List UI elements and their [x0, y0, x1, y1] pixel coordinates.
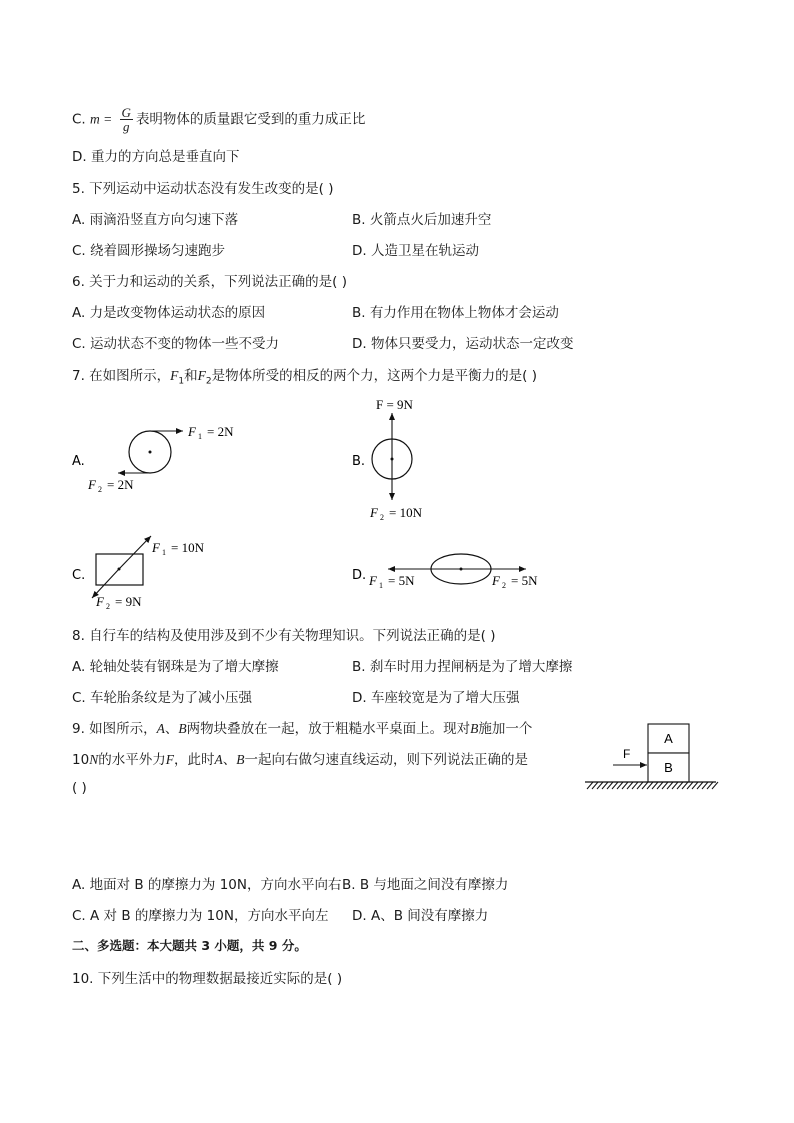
q7-d-f2-symbol: F — [492, 573, 500, 588]
q9-text: 、 — [222, 752, 237, 768]
hatch-stroke — [617, 782, 623, 789]
q7-a-f1-sub: 1 — [198, 432, 202, 441]
hatch-stroke — [602, 782, 608, 789]
q7-a-f2-sub: 2 — [98, 485, 102, 494]
hatch-stroke — [677, 782, 683, 789]
q4-fraction-numerator: G — [121, 105, 131, 120]
q7-figure-d — [368, 554, 538, 590]
q6-stem: 6. 关于力和运动的关系，下列说法正确的是( ) — [72, 274, 347, 290]
q5-stem: 5. 下列运动中运动状态没有发生改变的是( ) — [72, 181, 334, 197]
hatch-stroke — [712, 782, 718, 789]
q8-option-b: B. 刹车时用力捏闸柄是为了增大摩擦 — [352, 659, 573, 675]
section-2-heading — [72, 936, 307, 954]
q9-stem-line3: ( ) — [72, 780, 87, 796]
hatch-stroke — [707, 782, 713, 789]
q7-b-f-value: F = 9N — [376, 397, 413, 412]
q7-c-f1-sub: 1 — [162, 548, 166, 557]
q7-d-f1-sub: 1 — [379, 581, 383, 590]
q7-c-f1-symbol: F — [152, 540, 160, 555]
q9-text: 、 — [164, 721, 179, 737]
q7-figure-c — [92, 536, 205, 611]
hatch-stroke — [687, 782, 693, 789]
q7-d-f1-symbol: F — [369, 573, 377, 588]
hatch-stroke — [692, 782, 698, 789]
q8-option-a: A. 轮轴处装有钢珠是为了增大摩擦 — [72, 659, 279, 675]
q9-option-d: D. A、B 间没有摩擦力 — [352, 908, 489, 924]
q4-option-c-letter: C. — [72, 111, 91, 128]
q10-stem: 10. 下列生活中的物理数据最接近实际的是( ) — [72, 971, 343, 987]
q4-formula-lhs: m = — [90, 111, 113, 127]
q9-var-f: F — [165, 752, 174, 767]
q9-text: 一起向右做匀速直线运动，则下列说法正确的是 — [244, 752, 528, 768]
section-text: 小题，共 — [210, 938, 269, 953]
hatch-stroke — [587, 782, 593, 789]
q7-d-f1-value: = 5N — [388, 573, 415, 588]
hatch-stroke — [652, 782, 658, 789]
q7-figures — [0, 392, 794, 622]
section-text: 二、多选题：本大题共 — [72, 938, 202, 953]
q7-a-f1-symbol: F — [188, 424, 196, 439]
q8-option-d: D. 车座较宽是为了增大压强 — [352, 690, 520, 706]
q9-unit-n: N — [89, 752, 99, 767]
q4-formula-fraction — [120, 106, 133, 133]
q7-c-f2-sub: 2 — [106, 602, 110, 611]
q7-stem — [72, 364, 537, 387]
q7-b-f2-value: = 10N — [389, 505, 422, 520]
q5-option-c: C. 绕着圆形操场匀速跑步 — [72, 243, 226, 259]
hatch-stroke — [682, 782, 688, 789]
q6-option-a: A. 力是改变物体运动状态的原因 — [72, 305, 266, 321]
q7-a-f1-value: = 2N — [207, 424, 234, 439]
q9-var-b: B — [470, 721, 479, 736]
q7-stem-f2: F — [197, 368, 206, 383]
block-b-label: B — [664, 760, 673, 775]
q5-option-a: A. 雨滴沿竖直方向匀速下落 — [72, 212, 239, 228]
hatch-stroke — [627, 782, 633, 789]
q9-var-a: A — [156, 721, 165, 736]
q9-option-c: C. A 对 B 的摩擦力为 10N，方向水平向左 — [72, 908, 329, 924]
q7-b-f2-sub: 2 — [380, 513, 384, 522]
q8-option-c: C. 车轮胎条纹是为了减小压强 — [72, 690, 253, 706]
q7-d-f2-value: = 5N — [511, 573, 538, 588]
q8-stem: 8. 自行车的结构及使用涉及到不少有关物理知识。下列说法正确的是( ) — [72, 628, 496, 644]
q9-option-a: A. 地面对 B 的摩擦力为 10N，方向水平向右 — [72, 877, 342, 893]
q7-option-c-label: C. — [72, 568, 86, 583]
q5-option-d: D. 人造卫星在轨运动 — [352, 243, 479, 259]
hatch-stroke — [612, 782, 618, 789]
q7-a-f2-symbol: F — [88, 477, 96, 492]
q7-d-f2-sub: 2 — [502, 581, 506, 590]
hatch-stroke — [657, 782, 663, 789]
force-label: F — [623, 747, 631, 761]
q9-stem-line1 — [72, 717, 532, 737]
q9-text: 10 — [72, 752, 90, 768]
q9-stem-line2 — [72, 748, 528, 768]
q7-stem-mid: 和 — [184, 368, 198, 384]
q4-option-c — [72, 106, 365, 133]
q7-option-b-label: B. — [352, 454, 366, 469]
hatch-stroke — [642, 782, 648, 789]
hatch-stroke — [647, 782, 653, 789]
q7-option-a-label: A. — [72, 454, 85, 469]
q9-text: 施加一个 — [478, 721, 533, 737]
block-a-label: A — [664, 731, 673, 746]
q7-stem-prefix: 7. 在如图所示， — [72, 368, 171, 384]
q7-stem-f1: F — [170, 368, 179, 383]
q9-text: ，此时 — [173, 752, 215, 768]
q7-figure-a — [87, 424, 234, 494]
q9-text: 两物块叠放在一起，放于粗糙水平桌面上。现对 — [186, 721, 471, 737]
q7-c-f2-symbol: F — [96, 594, 104, 609]
q5-option-b: B. 火箭点火后加速升空 — [352, 212, 492, 228]
q9-text: 9. 如图所示， — [72, 721, 157, 737]
q4-option-c-text: 表明物体的质量跟它受到的重力成正比 — [135, 111, 366, 128]
hatch-stroke — [632, 782, 638, 789]
q7-a-f2-value: = 2N — [107, 477, 134, 492]
hatch-stroke — [662, 782, 668, 789]
q7-stem-suffix: 是物体所受的相反的两个力，这两个力是平衡力的是( ) — [211, 368, 537, 384]
hatch-stroke — [597, 782, 603, 789]
q9-var-a: A — [214, 752, 223, 767]
hatch-stroke — [697, 782, 703, 789]
hatch-stroke — [622, 782, 628, 789]
q6-option-c: C. 运动状态不变的物体一些不受力 — [72, 336, 280, 352]
q7-stem-f1-sub: 1 — [178, 376, 185, 387]
q7-c-f2-value: = 9N — [115, 594, 142, 609]
section-text: 分。 — [277, 938, 307, 953]
hatch-stroke — [672, 782, 678, 789]
hatch-stroke — [637, 782, 643, 789]
q7-figure-b — [369, 397, 423, 522]
q7-c-f1-value: = 10N — [171, 540, 204, 555]
q7-option-d-label: D. — [352, 568, 367, 583]
q9-var-b: B — [236, 752, 245, 767]
q4-option-d: D. 重力的方向总是垂直向下 — [72, 149, 240, 165]
q7-stem-f2-sub: 2 — [205, 376, 212, 387]
hatch-stroke — [667, 782, 673, 789]
q9-text: 的水平外力 — [98, 752, 166, 768]
section-count: 3 — [201, 938, 211, 953]
q9-var-b: B — [178, 721, 187, 736]
section-score: 9 — [268, 938, 278, 953]
q6-option-d: D. 物体只要受力，运动状态一定改变 — [352, 336, 574, 352]
hatch-stroke — [702, 782, 708, 789]
q7-b-f2-symbol: F — [370, 505, 378, 520]
ground-hatching — [587, 782, 718, 789]
q9-option-b: B. B 与地面之间没有摩擦力 — [342, 877, 509, 893]
hatch-stroke — [592, 782, 598, 789]
q4-fraction-denominator: g — [122, 119, 130, 134]
hatch-stroke — [607, 782, 613, 789]
q9-figure — [583, 718, 723, 798]
q6-option-b: B. 有力作用在物体上物体才会运动 — [352, 305, 559, 321]
